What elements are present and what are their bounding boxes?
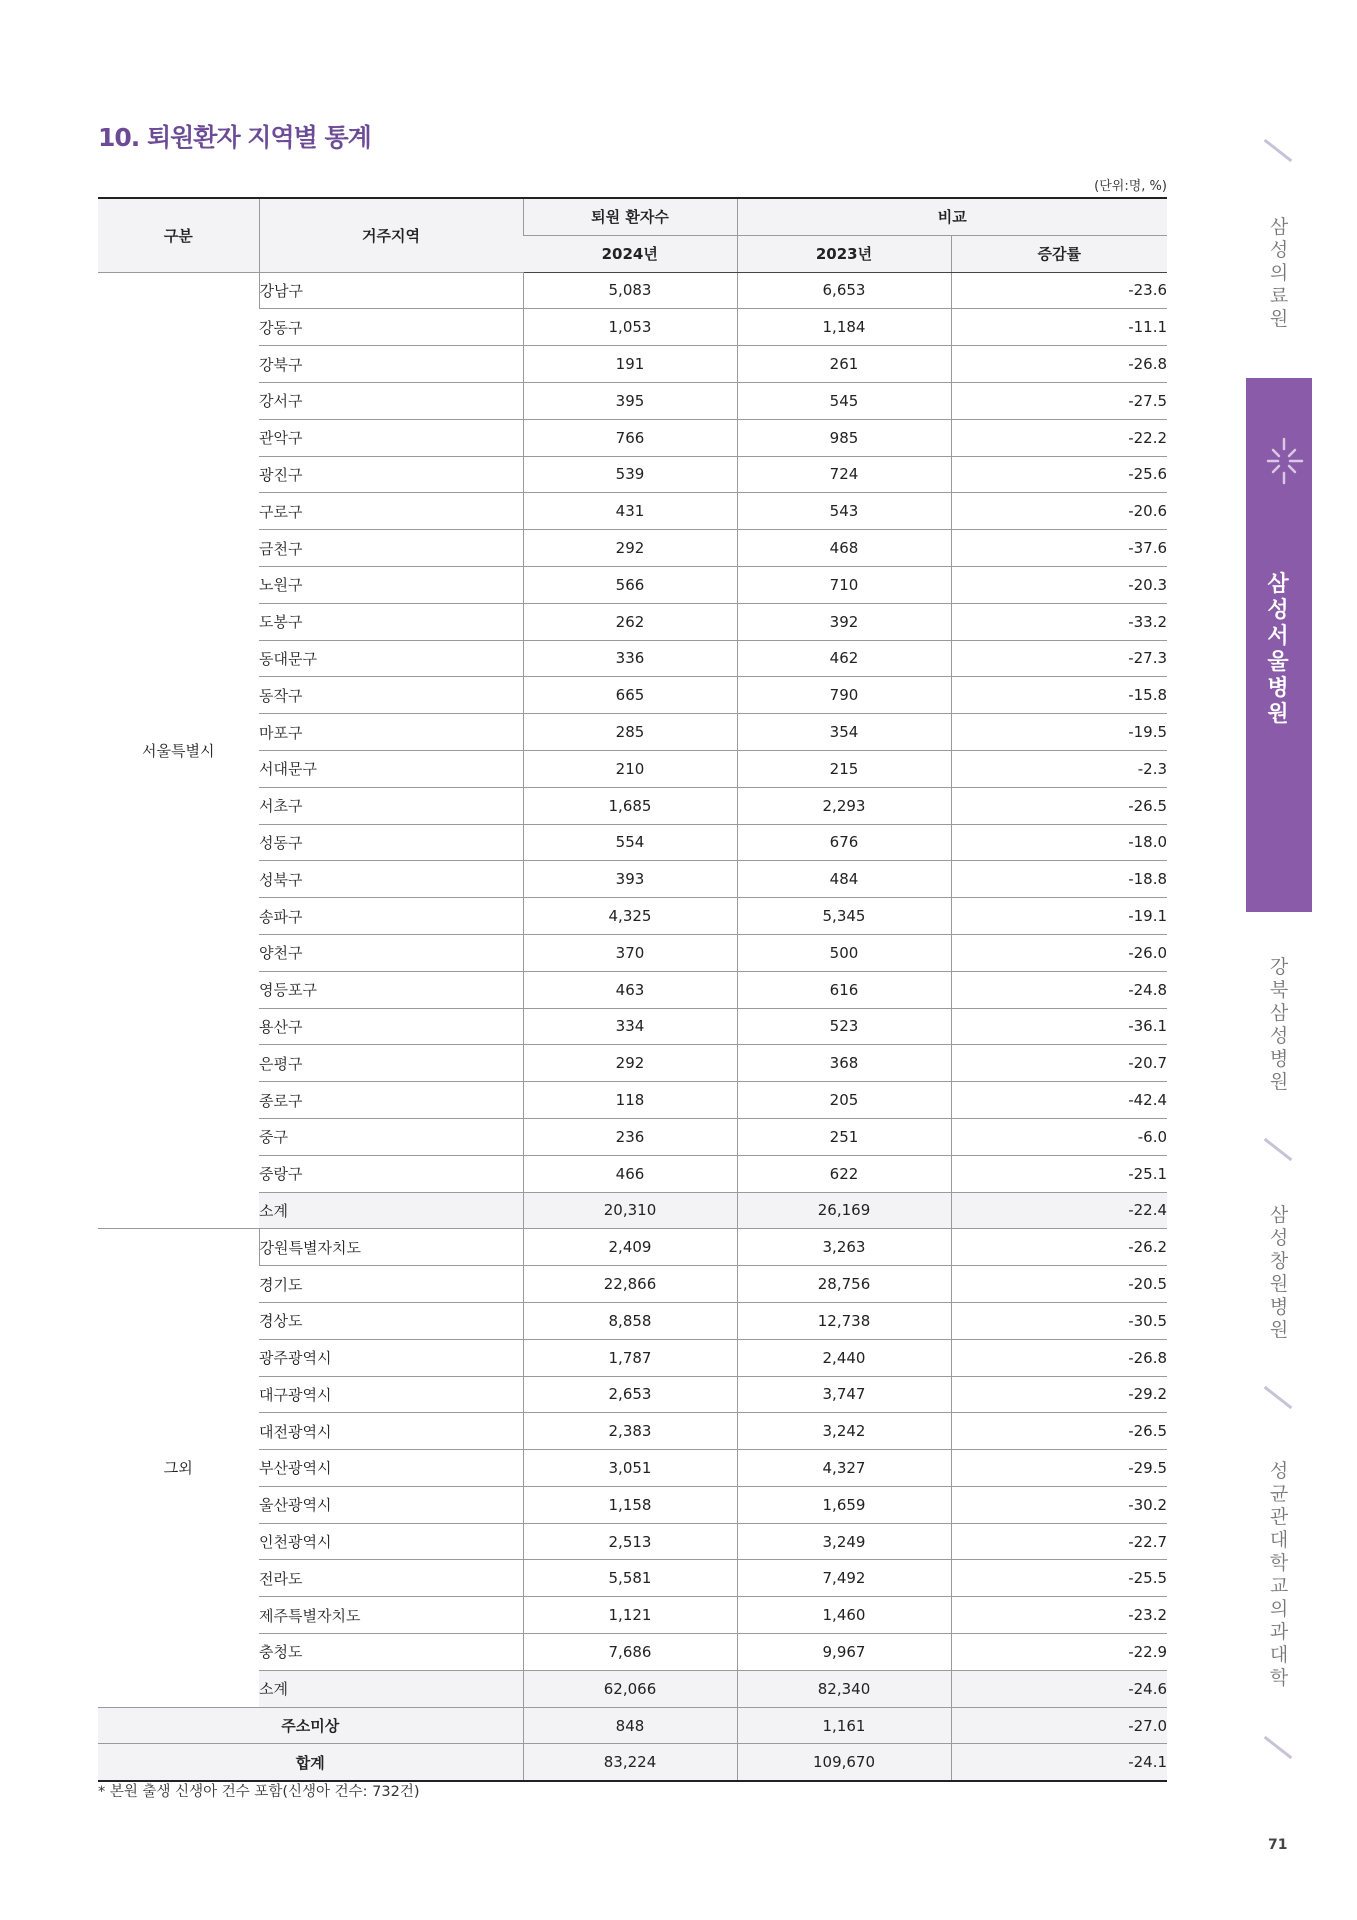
divider-slash: [1264, 1386, 1293, 1409]
change-rate: -22.7: [951, 1523, 1167, 1560]
table-row: [98, 1339, 1167, 1376]
value-2024: 395: [523, 382, 737, 419]
value-2023: 82,340: [737, 1670, 951, 1707]
value-2024: 1,787: [523, 1339, 737, 1376]
region-cell: 금천구: [259, 530, 523, 567]
value-2024: 566: [523, 566, 737, 603]
change-rate: -25.1: [951, 1155, 1167, 1192]
table-row: [98, 1229, 1167, 1266]
change-rate: -33.2: [951, 603, 1167, 640]
value-2024: 466: [523, 1155, 737, 1192]
change-rate: -27.5: [951, 382, 1167, 419]
value-2024: 554: [523, 824, 737, 861]
change-rate: -30.5: [951, 1302, 1167, 1339]
value-2024: 463: [523, 971, 737, 1008]
header-compare: 비교: [737, 198, 1167, 235]
table-row: [98, 1376, 1167, 1413]
page-number: 71: [1268, 1837, 1288, 1853]
value-2024: 370: [523, 934, 737, 971]
change-rate: -36.1: [951, 1008, 1167, 1045]
header-2024: 2024년: [523, 235, 737, 272]
region-cell: 서초구: [259, 787, 523, 824]
value-2023: 3,242: [737, 1413, 951, 1450]
value-2024: 539: [523, 456, 737, 493]
value-2024: 62,066: [523, 1670, 737, 1707]
value-2023: 392: [737, 603, 951, 640]
change-rate: -29.5: [951, 1450, 1167, 1487]
region-cell: 동대문구: [259, 640, 523, 677]
table-row: [98, 861, 1167, 898]
change-rate: -19.5: [951, 714, 1167, 751]
change-rate: -23.6: [951, 272, 1167, 309]
table-row: [98, 1118, 1167, 1155]
value-2024: 292: [523, 1045, 737, 1082]
value-2023: 2,293: [737, 787, 951, 824]
region-cell: 소계: [259, 1192, 523, 1229]
header-change: 증감률: [951, 235, 1167, 272]
table-row: [98, 1523, 1167, 1560]
table-row: [98, 750, 1167, 787]
region-cell: 부산광역시: [259, 1450, 523, 1487]
table-row: [98, 603, 1167, 640]
value-2024: 4,325: [523, 898, 737, 935]
value-2024: 766: [523, 419, 737, 456]
value-2023: 1,161: [737, 1707, 951, 1744]
nav-item-changwon-samsung[interactable]: 삼성창원병원: [1269, 1204, 1289, 1341]
region-cell: 구로구: [259, 493, 523, 530]
value-2023: 28,756: [737, 1266, 951, 1303]
change-rate: -24.6: [951, 1670, 1167, 1707]
value-2023: 462: [737, 640, 951, 677]
value-2023: 484: [737, 861, 951, 898]
value-2023: 1,659: [737, 1486, 951, 1523]
region-cell: 중구: [259, 1118, 523, 1155]
value-2023: 676: [737, 824, 951, 861]
region-cell: 경기도: [259, 1266, 523, 1303]
table-row: [98, 1266, 1167, 1303]
table-row: [98, 1045, 1167, 1082]
table-row: [98, 677, 1167, 714]
change-rate: -30.2: [951, 1486, 1167, 1523]
value-2023: 710: [737, 566, 951, 603]
value-2023: 3,249: [737, 1523, 951, 1560]
value-2023: 3,263: [737, 1229, 951, 1266]
table-row: [98, 419, 1167, 456]
table-row: [98, 1192, 1167, 1229]
footer-label: 주소미상: [98, 1707, 523, 1744]
change-rate: -2.3: [951, 750, 1167, 787]
value-2023: 251: [737, 1118, 951, 1155]
change-rate: -26.2: [951, 1229, 1167, 1266]
value-2023: 468: [737, 530, 951, 567]
group-label: 서울특별시: [98, 272, 259, 1229]
table-row: [98, 1155, 1167, 1192]
region-cell: 대구광역시: [259, 1376, 523, 1413]
table-row: [98, 493, 1167, 530]
value-2023: 1,184: [737, 309, 951, 346]
table-row: [98, 787, 1167, 824]
value-2023: 205: [737, 1082, 951, 1119]
table-row: [98, 934, 1167, 971]
value-2023: 616: [737, 971, 951, 1008]
value-2023: 1,460: [737, 1597, 951, 1634]
value-2023: 5,345: [737, 898, 951, 935]
region-cell: 중랑구: [259, 1155, 523, 1192]
value-2024: 2,409: [523, 1229, 737, 1266]
value-2024: 20,310: [523, 1192, 737, 1229]
nav-item-skku-medicine[interactable]: 성균관대학교 의과대학: [1269, 1460, 1289, 1689]
region-cell: 강북구: [259, 346, 523, 383]
change-rate: -15.8: [951, 677, 1167, 714]
value-2024: 334: [523, 1008, 737, 1045]
table-row: [98, 1670, 1167, 1707]
change-rate: -6.0: [951, 1118, 1167, 1155]
table-row: [98, 714, 1167, 751]
value-2024: 336: [523, 640, 737, 677]
value-2024: 83,224: [523, 1744, 737, 1781]
value-2024: 236: [523, 1118, 737, 1155]
change-rate: -26.5: [951, 1413, 1167, 1450]
region-cell: 대전광역시: [259, 1413, 523, 1450]
table-row: [98, 1450, 1167, 1487]
value-2023: 261: [737, 346, 951, 383]
region-cell: 전라도: [259, 1560, 523, 1597]
nav-item-samsung-seoul[interactable]: 삼성서울병원: [1267, 572, 1289, 727]
change-rate: -19.1: [951, 898, 1167, 935]
value-2023: 4,327: [737, 1450, 951, 1487]
value-2023: 9,967: [737, 1634, 951, 1671]
value-2023: 6,653: [737, 272, 951, 309]
divider-slash: [1264, 139, 1293, 162]
region-cell: 성동구: [259, 824, 523, 861]
change-rate: -11.1: [951, 309, 1167, 346]
change-rate: -27.0: [951, 1707, 1167, 1744]
value-2023: 7,492: [737, 1560, 951, 1597]
region-cell: 영등포구: [259, 971, 523, 1008]
region-cell: 서대문구: [259, 750, 523, 787]
header-discharged: 퇴원 환자수: [523, 198, 737, 235]
change-rate: -20.6: [951, 493, 1167, 530]
table-row: [98, 346, 1167, 383]
table-row: [98, 1302, 1167, 1339]
value-2023: 26,169: [737, 1192, 951, 1229]
value-2023: 12,738: [737, 1302, 951, 1339]
table-row: [98, 824, 1167, 861]
change-rate: -18.0: [951, 824, 1167, 861]
table-row: [98, 971, 1167, 1008]
value-2023: 790: [737, 677, 951, 714]
value-2023: 215: [737, 750, 951, 787]
region-cell: 노원구: [259, 566, 523, 603]
table-row: [98, 1486, 1167, 1523]
value-2023: 368: [737, 1045, 951, 1082]
value-2023: 543: [737, 493, 951, 530]
region-cell: 동작구: [259, 677, 523, 714]
region-cell: 강원특별자치도: [259, 1229, 523, 1266]
value-2024: 1,158: [523, 1486, 737, 1523]
region-cell: 소계: [259, 1670, 523, 1707]
region-cell: 강남구: [259, 272, 523, 309]
change-rate: -23.2: [951, 1597, 1167, 1634]
header-region: 거주지역: [259, 198, 523, 272]
change-rate: -26.8: [951, 346, 1167, 383]
value-2024: 292: [523, 530, 737, 567]
region-cell: 용산구: [259, 1008, 523, 1045]
table-row: [98, 456, 1167, 493]
value-2024: 1,053: [523, 309, 737, 346]
region-cell: 광주광역시: [259, 1339, 523, 1376]
value-2024: 7,686: [523, 1634, 737, 1671]
table-row: [98, 1082, 1167, 1119]
table-row: [98, 640, 1167, 677]
change-rate: -29.2: [951, 1376, 1167, 1413]
table-row: [98, 309, 1167, 346]
change-rate: -37.6: [951, 530, 1167, 567]
nav-item-kangbuk-samsung[interactable]: 강북삼성병원: [1269, 956, 1289, 1093]
footnote: * 본원 출생 신생아 건수 포함(신생아 건수: 732건): [98, 1784, 420, 1800]
region-cell: 송파구: [259, 898, 523, 935]
divider-slash: [1264, 1138, 1293, 1161]
change-rate: -22.4: [951, 1192, 1167, 1229]
table-row: [98, 898, 1167, 935]
value-2024: 2,653: [523, 1376, 737, 1413]
value-2023: 724: [737, 456, 951, 493]
change-rate: -24.1: [951, 1744, 1167, 1781]
value-2024: 210: [523, 750, 737, 787]
unit-label: (단위:명, %): [1094, 179, 1167, 194]
change-rate: -27.3: [951, 640, 1167, 677]
value-2024: 2,383: [523, 1413, 737, 1450]
table-row: [98, 1413, 1167, 1450]
value-2023: 622: [737, 1155, 951, 1192]
value-2024: 5,581: [523, 1560, 737, 1597]
table-row: [98, 566, 1167, 603]
change-rate: -26.8: [951, 1339, 1167, 1376]
region-cell: 경상도: [259, 1302, 523, 1339]
value-2024: 5,083: [523, 272, 737, 309]
value-2023: 545: [737, 382, 951, 419]
region-cell: 강서구: [259, 382, 523, 419]
table-row: [98, 382, 1167, 419]
table-row: [98, 1597, 1167, 1634]
table-row: [98, 1634, 1167, 1671]
change-rate: -18.8: [951, 861, 1167, 898]
region-cell: 광진구: [259, 456, 523, 493]
table-row: [98, 1560, 1167, 1597]
discharge-region-table: [98, 197, 1167, 1782]
table-row: [98, 530, 1167, 567]
region-cell: 마포구: [259, 714, 523, 751]
region-cell: 인천광역시: [259, 1523, 523, 1560]
value-2024: 2,513: [523, 1523, 737, 1560]
region-cell: 종로구: [259, 1082, 523, 1119]
value-2024: 848: [523, 1707, 737, 1744]
region-cell: 성북구: [259, 861, 523, 898]
change-rate: -26.5: [951, 787, 1167, 824]
header-category: 구분: [98, 198, 259, 272]
value-2024: 8,858: [523, 1302, 737, 1339]
value-2024: 393: [523, 861, 737, 898]
change-rate: -26.0: [951, 934, 1167, 971]
value-2023: 500: [737, 934, 951, 971]
table-row: [98, 1707, 1167, 1744]
page-title: 10. 퇴원환자 지역별 통계: [98, 123, 371, 152]
value-2023: 3,747: [737, 1376, 951, 1413]
table-row: [98, 1744, 1167, 1781]
change-rate: -22.2: [951, 419, 1167, 456]
change-rate: -20.3: [951, 566, 1167, 603]
change-rate: -24.8: [951, 971, 1167, 1008]
value-2024: 262: [523, 603, 737, 640]
value-2024: 1,685: [523, 787, 737, 824]
value-2024: 665: [523, 677, 737, 714]
region-cell: 제주특별자치도: [259, 1597, 523, 1634]
region-cell: 은평구: [259, 1045, 523, 1082]
group-label: 그외: [98, 1229, 259, 1707]
change-rate: -25.6: [951, 456, 1167, 493]
value-2024: 285: [523, 714, 737, 751]
nav-item-samsung-medical[interactable]: 삼성의료원: [1269, 216, 1289, 330]
table-row: [98, 1008, 1167, 1045]
change-rate: -22.9: [951, 1634, 1167, 1671]
region-cell: 울산광역시: [259, 1486, 523, 1523]
value-2023: 523: [737, 1008, 951, 1045]
region-cell: 양천구: [259, 934, 523, 971]
region-cell: 충청도: [259, 1634, 523, 1671]
header-2023: 2023년: [737, 235, 951, 272]
value-2024: 118: [523, 1082, 737, 1119]
change-rate: -25.5: [951, 1560, 1167, 1597]
value-2023: 109,670: [737, 1744, 951, 1781]
change-rate: -20.7: [951, 1045, 1167, 1082]
sparkle-icon: [1246, 433, 1312, 493]
region-cell: 도봉구: [259, 603, 523, 640]
change-rate: -42.4: [951, 1082, 1167, 1119]
table-row: [98, 272, 1167, 309]
value-2024: 431: [523, 493, 737, 530]
footer-label: 합계: [98, 1744, 523, 1781]
divider-slash: [1264, 1736, 1293, 1759]
value-2024: 22,866: [523, 1266, 737, 1303]
value-2023: 985: [737, 419, 951, 456]
value-2023: 2,440: [737, 1339, 951, 1376]
value-2024: 191: [523, 346, 737, 383]
value-2024: 1,121: [523, 1597, 737, 1634]
change-rate: -20.5: [951, 1266, 1167, 1303]
value-2023: 354: [737, 714, 951, 751]
region-cell: 강동구: [259, 309, 523, 346]
region-cell: 관악구: [259, 419, 523, 456]
value-2024: 3,051: [523, 1450, 737, 1487]
